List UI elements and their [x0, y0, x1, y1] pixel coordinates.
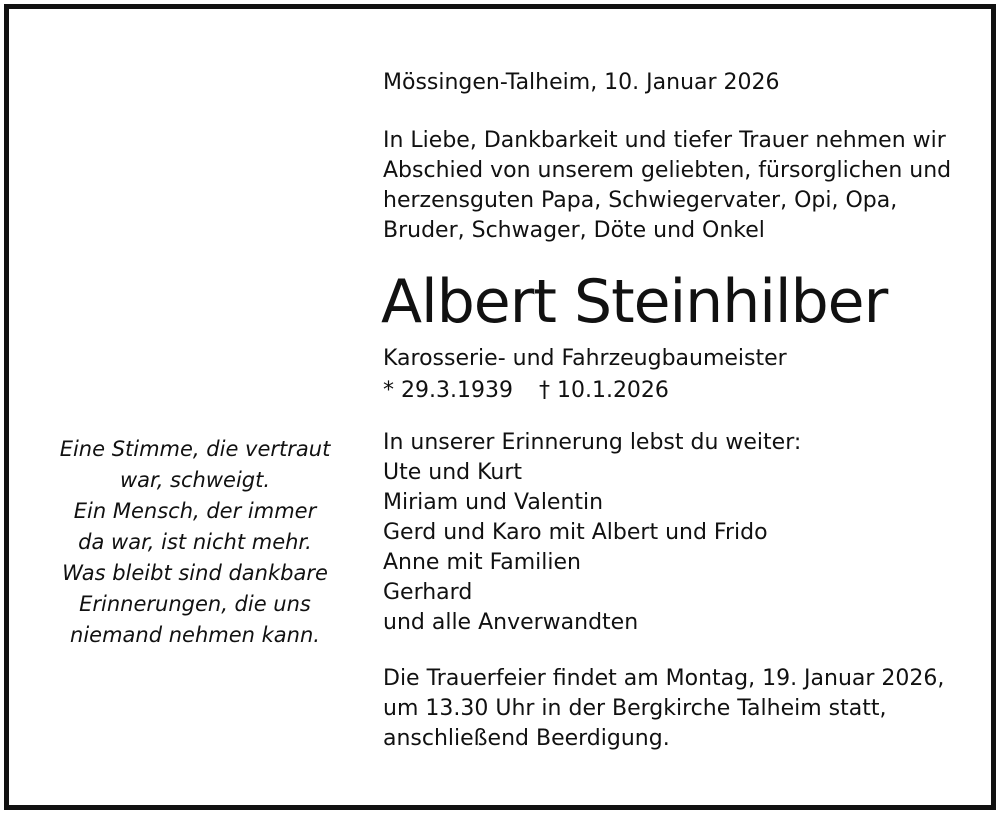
- poem-line: Eine Stimme, die vertraut: [59, 437, 331, 461]
- intro-text: [383, 126, 951, 246]
- service-line: Die Trauerfeier findet am Montag, 19. Januar 2026,: [383, 666, 945, 691]
- service-info: [383, 664, 944, 754]
- intro-line: herzensguten Papa, Schwiegervater, Opi, Opa,: [383, 188, 898, 213]
- death-date: † 10.1.2026: [538, 378, 669, 403]
- birth-date: * 29.3.1939: [383, 378, 513, 403]
- intro-line: Abschied von unserem geliebten, fürsorglichen und: [383, 158, 952, 183]
- service-line: anschließend Beerdigung.: [383, 726, 670, 751]
- mourner: Anne mit Familien: [383, 550, 581, 575]
- poem-line: Erinnerungen, die uns: [79, 592, 311, 616]
- service-line: um 13.30 Uhr in der Bergkirche Talheim statt,: [383, 696, 887, 721]
- deceased-name: Albert Steinhilber: [381, 267, 888, 337]
- mourner: Gerhard: [383, 580, 473, 605]
- mourner: Gerd und Karo mit Albert und Frido: [383, 520, 768, 545]
- mourner: Ute und Kurt: [383, 460, 523, 485]
- mourner: Miriam und Valentin: [383, 490, 604, 515]
- mourner: und alle Anverwandten: [383, 610, 639, 635]
- poem-line: da war, ist nicht mehr.: [78, 530, 312, 554]
- life-dates: [383, 376, 669, 406]
- mourners-list: [383, 428, 801, 638]
- memorial-poem: [30, 434, 360, 651]
- place-date: Mössingen-Talheim, 10. Januar 2026: [383, 70, 780, 95]
- poem-line: war, schweigt.: [119, 468, 271, 492]
- profession: Karosserie- und Fahrzeugbaumeister: [383, 346, 787, 371]
- intro-line: In Liebe, Dankbarkeit und tiefer Trauer nehmen wir: [383, 128, 946, 153]
- poem-line: Was bleibt sind dankbare: [62, 561, 328, 585]
- poem-line: niemand nehmen kann.: [70, 623, 320, 647]
- poem-line: Ein Mensch, der immer: [73, 499, 317, 523]
- mourners-intro: In unserer Erinnerung lebst du weiter:: [383, 430, 802, 455]
- intro-line: Bruder, Schwager, Döte und Onkel: [383, 218, 765, 243]
